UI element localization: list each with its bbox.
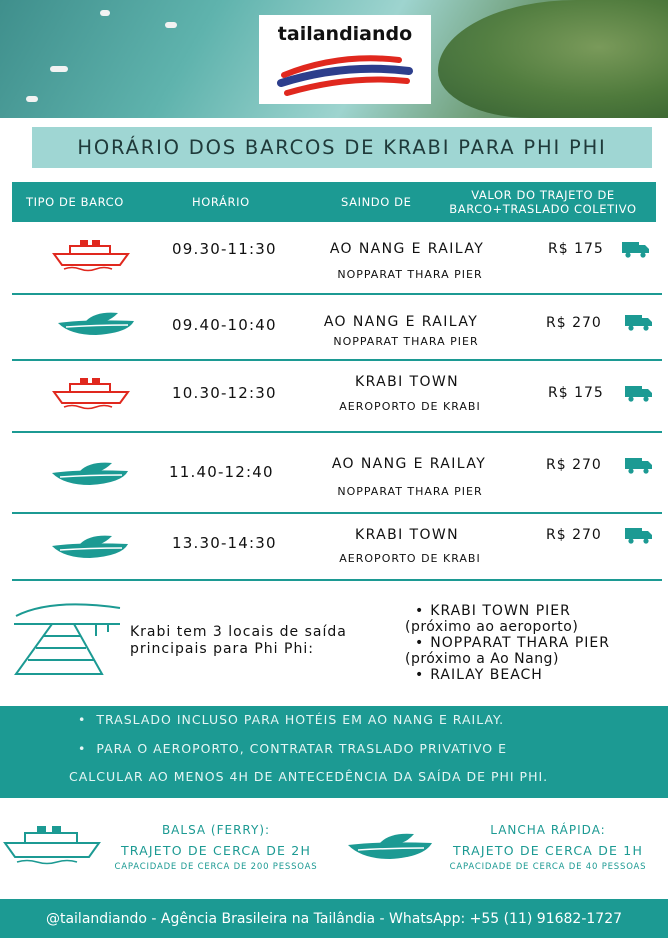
footer: [0, 899, 668, 938]
boat-photo: [165, 22, 177, 28]
row-time: 13.30-14:30: [172, 534, 277, 552]
pier-icon: [12, 602, 124, 678]
row-time: 10.30-12:30: [172, 384, 277, 402]
boat-photo: [100, 10, 110, 16]
speedboat-legend-icon: [346, 829, 434, 861]
table-row: [12, 295, 662, 361]
row-price: R$ 175: [548, 241, 604, 257]
boat-photo: [50, 66, 68, 72]
departure-info: [0, 600, 668, 700]
row-divider: [12, 579, 662, 581]
note-line2: PARA O AEROPORTO, CONTRATAR TRASLADO PRIVATIVO E: [96, 741, 508, 756]
departure-text-line2: principais para Phi Phi:: [130, 641, 314, 657]
header-departing: SAINDO DE: [341, 195, 412, 209]
ferry-legend-icon: [3, 823, 103, 865]
location-item: • NOPPARAT THARA PIER: [415, 635, 610, 651]
speedboat-duration: TRAJETO DE CERCA DE 1H: [452, 843, 644, 858]
speedboat-capacity: CAPACIDADE DE CERCA DE 40 PESSOAS: [449, 862, 647, 872]
departure-text: [130, 624, 347, 658]
brand-name: tailandiando: [277, 23, 413, 45]
row-pier: NOPPARAT THARA PIER: [337, 485, 483, 498]
page-title: HORÁRIO DOS BARCOS DE KRABI PARA PHI PHI: [77, 136, 607, 159]
row-origin: AO NANG E RAILAY: [331, 456, 487, 472]
table-row: [12, 514, 662, 581]
note-line1: TRASLADO INCLUSO PARA HOTÉIS EM AO NANG E RAILAY.: [96, 712, 505, 727]
row-price: R$ 270: [546, 457, 602, 473]
header-price: [432, 182, 654, 222]
row-pier: AEROPORTO DE KRABI: [339, 400, 481, 413]
table-row: [12, 361, 662, 433]
page-title-bar: [32, 127, 652, 168]
departure-locations: [405, 603, 610, 683]
note-line3: CALCULAR AO MENOS 4H DE ANTECEDÊNCIA DA SAÍDA DE PHI PHI.: [69, 769, 549, 784]
row-origin: AO NANG E RAILAY: [323, 314, 479, 330]
location-name: NOPPARAT THARA PIER: [430, 635, 610, 651]
header-price-line2: BARCO+TRASLADO COLETIVO: [449, 202, 637, 216]
footer-contact: @tailandiando - Agência Brasileira na Tailândia - WhatsApp: +55 (11) 91682-1727: [45, 910, 623, 927]
boat-photo: [26, 96, 38, 102]
header-boat-type: TIPO DE BARCO: [26, 195, 124, 209]
speedboat-legend: [432, 823, 664, 872]
ferry-icon: [52, 376, 132, 410]
row-price: R$ 270: [546, 527, 602, 543]
row-price: R$ 270: [546, 315, 602, 331]
brand-logo: [259, 15, 431, 104]
note-item: • PARA O AEROPORTO, CONTRATAR TRASLADO PRIVATIVO E: [78, 741, 508, 756]
row-time: 09.30-11:30: [172, 240, 277, 258]
ferry-legend: [98, 823, 334, 872]
row-pier: NOPPARAT THARA PIER: [333, 335, 479, 348]
speedboat-icon: [56, 309, 136, 337]
truck-icon: [625, 456, 653, 474]
row-time: 11.40-12:40: [169, 463, 274, 481]
row-origin: KRABI TOWN: [355, 527, 459, 543]
row-pier: NOPPARAT THARA PIER: [337, 268, 483, 281]
location-name: RAILAY BEACH: [430, 667, 543, 683]
location-item: • RAILAY BEACH: [415, 667, 543, 683]
row-price: R$ 175: [548, 385, 604, 401]
ferry-duration: TRAJETO DE CERCA DE 2H: [120, 843, 312, 858]
truck-icon: [625, 384, 653, 402]
speedboat-title: LANCHA RÁPIDA:: [490, 823, 606, 837]
row-time: 09.40-10:40: [172, 316, 277, 334]
notes-band: [0, 706, 668, 798]
speedboat-icon: [50, 532, 130, 560]
speedboat-icon: [50, 459, 130, 487]
ferry-icon: [52, 238, 132, 272]
truck-icon: [622, 240, 650, 258]
location-note: (próximo ao aeroporto): [405, 619, 579, 635]
header-price-line1: VALOR DO TRAJETO DE: [471, 188, 615, 202]
note-item: • TRASLADO INCLUSO PARA HOTÉIS EM AO NANG E RAILAY.: [78, 712, 505, 727]
location-name: KRABI TOWN PIER: [430, 603, 571, 619]
location-item: • KRABI TOWN PIER: [415, 603, 571, 619]
row-origin: KRABI TOWN: [355, 374, 459, 390]
island-cliff: [438, 0, 668, 118]
ferry-title: BALSA (FERRY):: [161, 823, 271, 837]
table-row: [12, 433, 662, 514]
table-header: [12, 182, 656, 222]
row-pier: AEROPORTO DE KRABI: [339, 552, 481, 565]
table-row: [12, 222, 662, 295]
departure-text-line1: Krabi tem 3 locais de saída: [130, 624, 347, 640]
truck-icon: [625, 313, 653, 331]
header-schedule: HORÁRIO: [192, 195, 250, 209]
truck-icon: [625, 526, 653, 544]
ferry-capacity: CAPACIDADE DE CERCA DE 200 PESSOAS: [114, 862, 318, 872]
location-note: (próximo a Ao Nang): [405, 651, 559, 667]
flag-stripes-icon: [259, 15, 431, 104]
row-origin: AO NANG E RAILAY: [329, 241, 485, 257]
